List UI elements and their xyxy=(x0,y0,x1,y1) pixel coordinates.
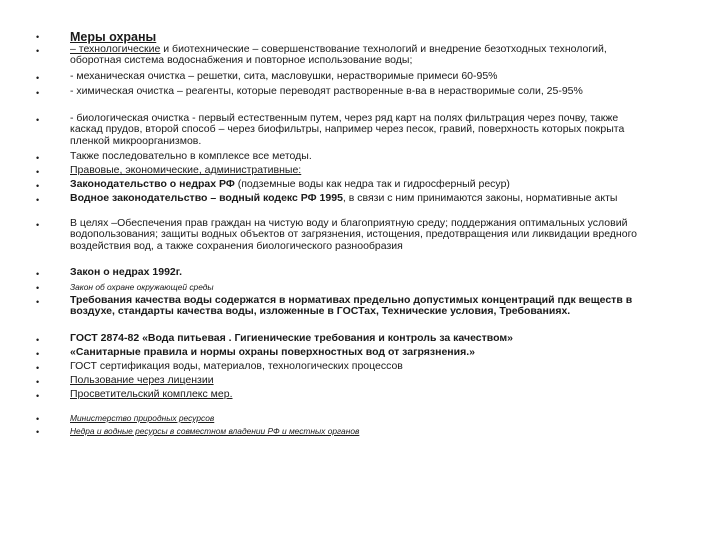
list-item-text: Пользование через лицензии xyxy=(70,374,214,386)
list-item-text: Просветительский комплекс мер. xyxy=(70,388,233,400)
bullet: • xyxy=(36,88,40,98)
bullet: • xyxy=(36,195,40,205)
list-item-text: Закон об охране окружающей среды xyxy=(70,282,214,292)
bullet: • xyxy=(36,349,40,359)
bullet: • xyxy=(36,427,40,437)
list-item-text xyxy=(70,44,640,67)
list-item-text xyxy=(70,179,640,190)
bullet: • xyxy=(36,335,40,345)
list-item-underlined: – технологические xyxy=(70,43,161,55)
bullet: • xyxy=(36,414,40,424)
list-item-text: ГОСТ сертификация воды, материалов, технологических процессов xyxy=(70,360,403,372)
list-item-rest: , в связи с ним принимаются законы, нормативные акты xyxy=(342,192,618,204)
list-item-text: Также последовательно в комплексе все методы. xyxy=(70,150,312,162)
bullet: • xyxy=(36,46,40,56)
bullet: • xyxy=(36,32,40,42)
list-item-bold: Водное законодательство – водный кодекс РФ 1995 xyxy=(70,192,343,204)
list-item-text: Правовые, экономические, административные: xyxy=(70,164,302,176)
list-item-bold: Законодательство о недрах РФ xyxy=(70,178,235,190)
slide-title: Меры охраны xyxy=(70,30,157,44)
list-item-rest: (подземные воды как недра так и гидросферный ресур) xyxy=(234,178,510,190)
bullet: • xyxy=(36,391,40,401)
bullet: • xyxy=(36,297,40,307)
bullet: • xyxy=(36,283,40,293)
bullet: • xyxy=(36,73,40,83)
bullet: • xyxy=(36,363,40,373)
list-item-text: «Санитарные правила и нормы охраны поверхностных вод от загрязнения.» xyxy=(70,346,475,358)
bullet: • xyxy=(36,377,40,387)
list-item-text: - химическая очистка – реагенты, которые переводят растворенные в-ва в нерастворимые соли, 25-95% xyxy=(70,85,583,97)
list-item-text: ГОСТ 2874-82 «Вода питьевая . Гигиенические требования и контроль за качеством» xyxy=(70,332,513,344)
list-item-text: Требования качества воды содержатся в нормативах предельно допустимых концентраций пдк веществ в воздухе, стандарты качества воды, изложенные в ГОСТах, Технические условия, Требованиях. xyxy=(70,294,633,318)
list-item-text: Министерство природных ресурсов xyxy=(70,413,215,423)
list-item-text: - механическая очистка – решетки, сита, масловушки, нерастворимые примеси 60-95% xyxy=(70,70,498,82)
bullet: • xyxy=(36,167,40,177)
list-item-text xyxy=(70,193,640,204)
list-item-text: В целях –Обеспечения прав граждан на чистую воду и благоприятную среду; поддержания оптимальных условий водопользования; защиты водных объектов от загрязнения, истощения, предотвращения или ликвидации вредного воздействия вод, а также сохранения биологического разнообразия xyxy=(70,217,638,252)
bullet: • xyxy=(36,153,40,163)
bullet: • xyxy=(36,115,40,125)
list-item-text: - биологическая очистка - первый естественным путем, через ряд карт на полях фильтрация через почву, также каскад прудов, второй способ – через биофильтры, например через песок, гравий, поверхность которых покрыта пленкой микроорганизмов. xyxy=(70,112,625,147)
bullet: • xyxy=(36,181,40,191)
list-item-text: Недра и водные ресурсы в совместном владении РФ и местных органов xyxy=(70,426,360,436)
bullet: • xyxy=(36,220,40,230)
bullet: • xyxy=(36,269,40,279)
list-item-text: Закон о недрах 1992г. xyxy=(70,266,182,278)
list-item-rest: и биотехнические – совершенствование технологий и внедрение безотходных технологий, оборотная система водоснабжения и повторное использование воды; xyxy=(70,43,607,67)
